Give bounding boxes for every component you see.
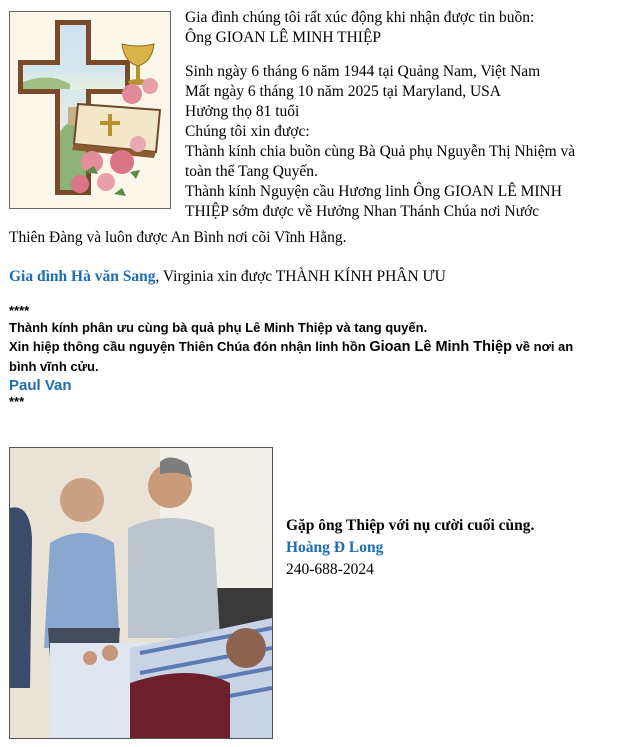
family-name: Gia đình Hà văn Sang <box>9 268 156 285</box>
caption-phone: 240-688-2024 <box>286 561 374 578</box>
family-intro: Chúng tôi xin được: <box>185 123 310 140</box>
condolence-line: Thành kính phân ưu cùng bà quả phụ Lê Minh Thiệp và tang quyến. <box>9 320 428 335</box>
prayer-text-b: về nơi an <box>511 339 574 354</box>
condolence-ha-van-sang <box>9 267 446 287</box>
caption-author: Hoàng Đ Long <box>286 539 384 556</box>
prayer-line-3: Thiên Đàng và luôn được An Bình nơi cõi Vĩnh Hằng. <box>9 229 347 246</box>
deceased-name: Ông GIOAN LÊ MINH THIỆP <box>185 29 382 46</box>
obituary-notice <box>185 8 625 222</box>
condolence-line-2: toàn thể Tang Quyến. <box>185 163 318 180</box>
prayer-line-2: THIỆP sớm được về Hưởng Nhan Thánh Chúa nơi Nước <box>185 203 540 220</box>
cross-bible-card-image <box>9 11 171 209</box>
condolence-text: , Virginia xin được THÀNH KÍNH PHÂN ƯU <box>155 268 446 285</box>
photo-caption <box>286 515 534 581</box>
photo-icon <box>10 448 272 738</box>
prayer-text-a: Xin hiệp thông cầu nguyện Thiên Chúa đón nhận linh hồn <box>9 339 370 354</box>
condolence-paul-van <box>9 304 619 409</box>
cross-icon <box>10 12 170 208</box>
caption-title: Gặp ông Thiệp với nụ cười cuối cùng. <box>286 517 535 534</box>
death-info: Mất ngày 6 tháng 10 năm 2025 tại Maryland, USA <box>185 83 501 100</box>
deceased-name-inline: Gioan Lê Minh Thiệp <box>369 339 512 355</box>
separator-stars-bottom: *** <box>9 394 25 409</box>
notice-intro: Gia đình chúng tôi rất xúc động khi nhận được tin buồn: <box>185 9 535 26</box>
separator-stars: **** <box>9 303 30 318</box>
author-name: Paul Van <box>9 377 72 394</box>
family-photo <box>9 447 273 739</box>
condolence-line-1: Thành kính chia buồn cùng Bà Quả phụ Nguyễn Thị Nhiệm và <box>185 143 576 160</box>
birth-info: Sinh ngày 6 tháng 6 năm 1944 tại Quảng Nam, Việt Nam <box>185 63 541 80</box>
age-info: Hưởng thọ 81 tuổi <box>185 103 300 120</box>
prayer-line <box>9 337 619 357</box>
prayer-line-1: Thành kính Nguyện cầu Hương linh Ông GIOAN LÊ MINH <box>185 183 562 200</box>
prayer-line-end: bình vĩnh cửu. <box>9 359 99 374</box>
